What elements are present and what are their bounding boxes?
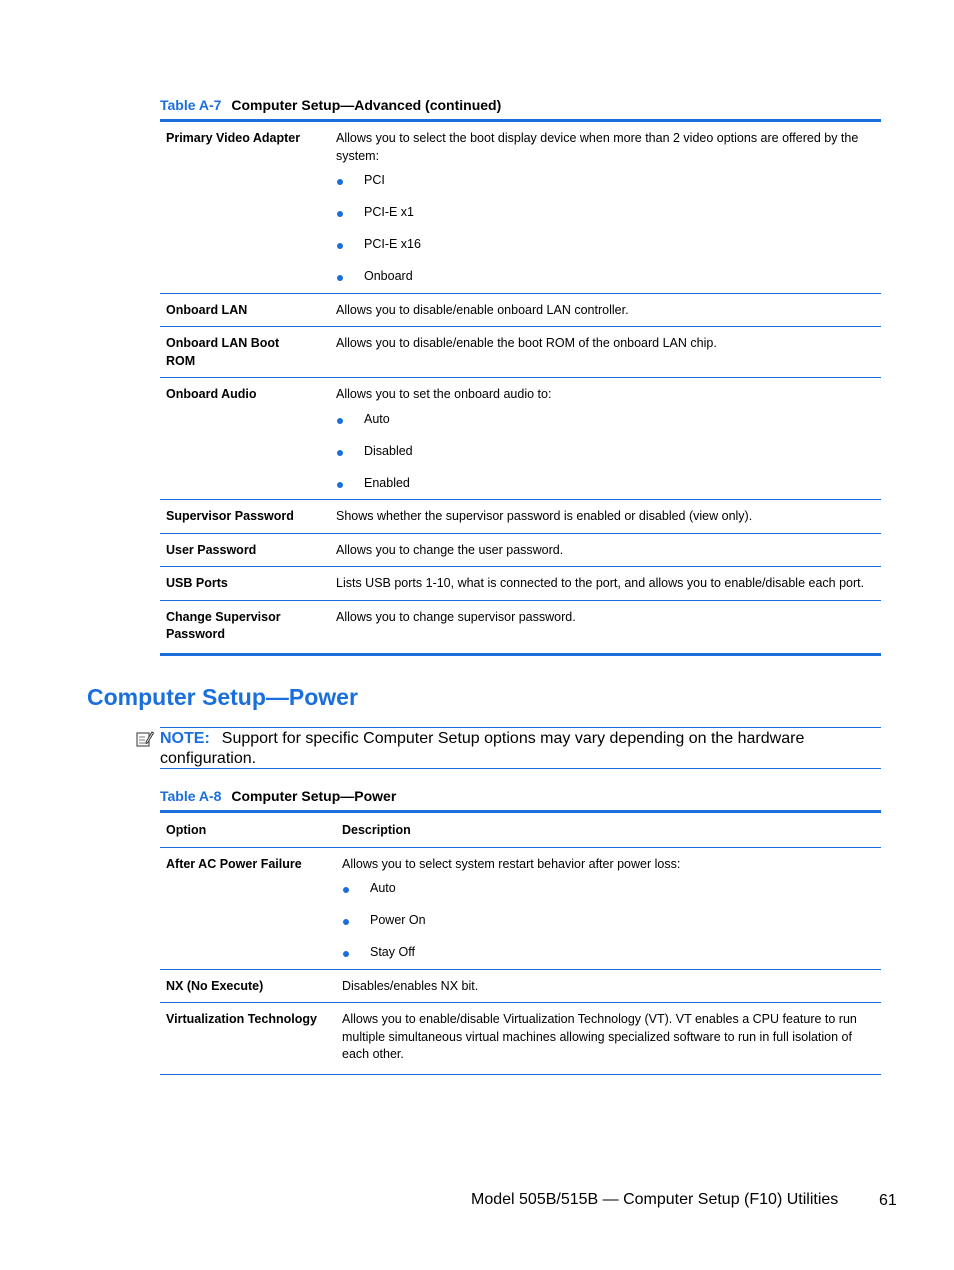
table-row: [160, 847, 881, 969]
table-row: [160, 1003, 881, 1075]
table-row: [160, 533, 881, 567]
bullet-icon: [337, 243, 343, 249]
list-item-text: Enabled: [364, 475, 410, 490]
description-cell: [336, 847, 881, 969]
header-description: Description: [336, 814, 881, 847]
option-cell: Virtualization Technology: [160, 1003, 336, 1075]
table-row: [160, 600, 881, 654]
bullet-icon: [343, 887, 349, 893]
list-item: [336, 268, 875, 286]
list-item: [336, 172, 875, 190]
page-number: 61: [879, 1192, 897, 1209]
list-item-text: Stay Off: [370, 945, 415, 959]
table-a8-caption: [160, 788, 396, 804]
table-a7-caption: [160, 97, 501, 113]
option-list: [336, 172, 875, 286]
option-cell: Primary Video Adapter: [160, 122, 330, 293]
bullet-icon: [337, 482, 343, 488]
description-cell: Lists USB ports 1-10, what is connected to the port, and allows you to enable/disable each port.: [330, 567, 881, 601]
option-cell: After AC Power Failure: [160, 847, 336, 969]
bullet-icon: [337, 418, 343, 424]
table-a8: [160, 814, 881, 1075]
note-label: NOTE:: [160, 730, 210, 747]
table-row: [160, 969, 881, 1003]
footer-title: Model 505B/515B — Computer Setup (F10) Utilities: [471, 1191, 839, 1208]
option-cell: NX (No Execute): [160, 969, 336, 1003]
description-cell: Disables/enables NX bit.: [336, 969, 881, 1003]
list-item: [342, 912, 875, 930]
description-text: Allows you to set the onboard audio to:: [336, 387, 552, 401]
list-item: [336, 443, 875, 461]
option-cell: Onboard Audio: [160, 378, 330, 500]
list-item: [336, 411, 875, 429]
table-a8-top-rule: [160, 810, 881, 813]
list-item-text: PCI-E x1: [364, 205, 415, 219]
description-cell: Allows you to enable/disable Virtualization Technology (VT). VT enables a CPU feature to run multiple simultaneous virtual machines allowing specialized software to run in full isolation of each other.: [336, 1003, 881, 1075]
table-row: [160, 122, 881, 293]
note-pencil-icon: [136, 730, 154, 748]
table-a8-title: Computer Setup—Power: [231, 788, 397, 804]
table-row: [160, 567, 881, 601]
table-a7-number: Table A-7: [160, 97, 222, 113]
description-cell: [330, 122, 881, 293]
bullet-icon: [343, 951, 349, 957]
list-item-text: Auto: [364, 411, 390, 426]
option-cell: Onboard LAN: [160, 293, 330, 327]
table-header-row: [160, 814, 881, 847]
header-option: Option: [160, 814, 336, 847]
table-a8-number: Table A-8: [160, 788, 222, 804]
option-cell: Onboard LAN Boot ROM: [160, 327, 330, 378]
bullet-icon: [337, 211, 343, 217]
description-text: Allows you to select the boot display device when more than 2 video options are offered by the system:: [336, 131, 859, 163]
description-cell: Allows you to change supervisor password.: [330, 600, 881, 654]
list-item: [342, 944, 875, 962]
description-cell: Shows whether the supervisor password is enabled or disabled (view only).: [330, 500, 881, 534]
table-row: [160, 327, 881, 378]
bullet-icon: [343, 919, 349, 925]
bullet-icon: [337, 179, 343, 185]
table-row: [160, 378, 881, 500]
list-item-text: Power On: [370, 913, 426, 927]
option-cell: Change Supervisor Password: [160, 600, 330, 654]
list-item: [336, 204, 875, 222]
description-cell: [330, 378, 881, 500]
list-item-text: PCI: [364, 173, 385, 187]
bullet-icon: [337, 450, 343, 456]
list-item-text: Auto: [370, 881, 396, 895]
list-item-text: Onboard: [364, 269, 413, 283]
table-row: [160, 293, 881, 327]
list-item: [336, 236, 875, 254]
description-cell: Allows you to disable/enable the boot ROM of the onboard LAN chip.: [330, 327, 881, 378]
option-cell: Supervisor Password: [160, 500, 330, 534]
list-item: [336, 475, 875, 493]
table-a7: [160, 122, 881, 656]
note-box: [160, 727, 881, 769]
list-item: [342, 880, 875, 898]
note-text: Support for specific Computer Setup options may vary depending on the hardware configuration.: [160, 730, 805, 767]
option-cell: USB Ports: [160, 567, 330, 601]
description-cell: Allows you to disable/enable onboard LAN controller.: [330, 293, 881, 327]
section-heading: Computer Setup—Power: [87, 684, 358, 710]
table-a7-title: Computer Setup—Advanced (continued): [231, 97, 502, 113]
bullet-icon: [337, 275, 343, 281]
option-list: [342, 880, 875, 962]
list-item-text: PCI-E x16: [364, 237, 421, 251]
option-cell: User Password: [160, 533, 330, 567]
list-item-text: Disabled: [364, 443, 413, 458]
description-cell: Allows you to change the user password.: [330, 533, 881, 567]
table-row: [160, 500, 881, 534]
option-list: [336, 411, 875, 493]
description-text: Allows you to select system restart behavior after power loss:: [342, 856, 681, 871]
